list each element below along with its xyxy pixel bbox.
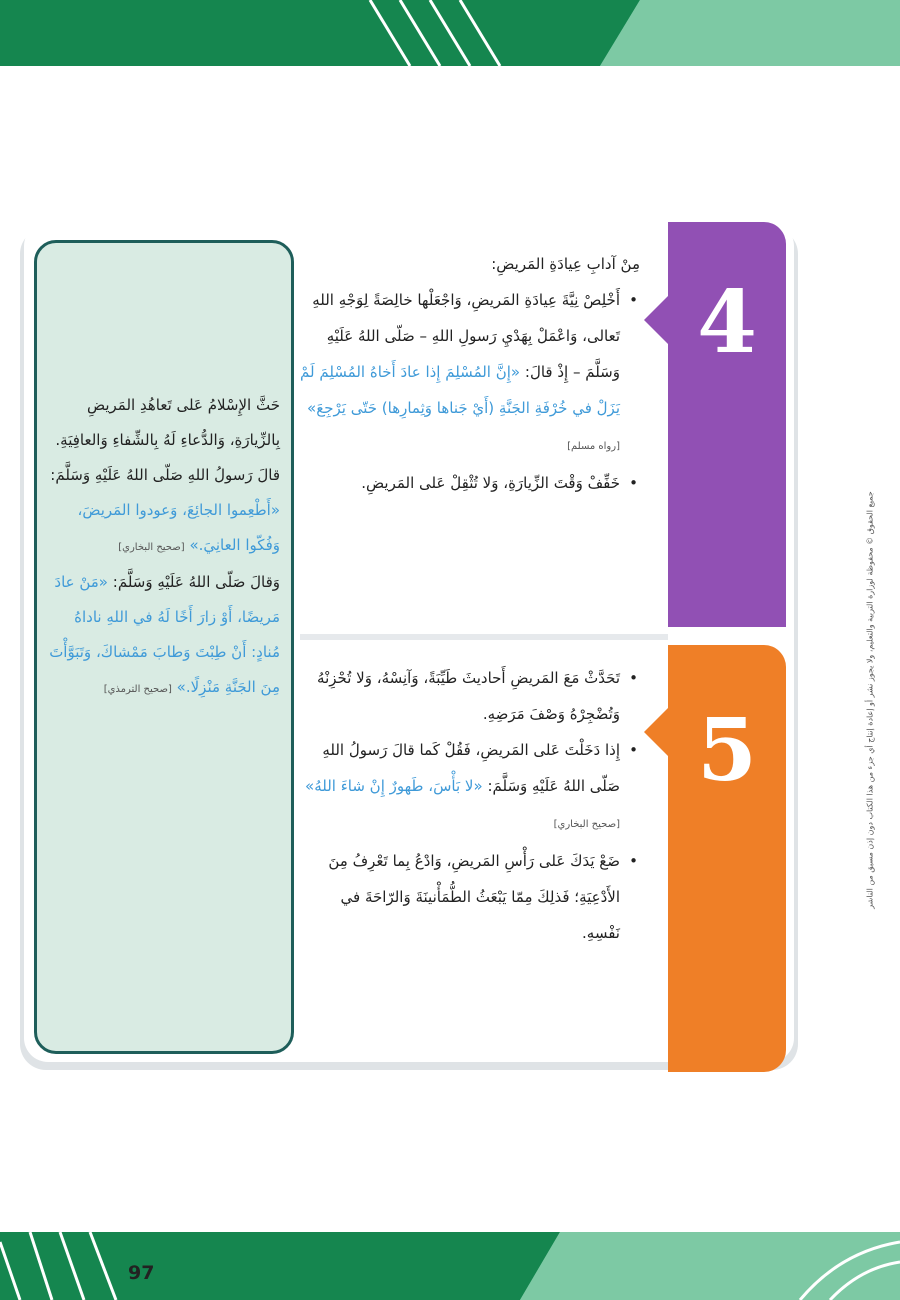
section-5-item-2-quote: «لا بَأْسَ، طَهورٌ إِنْ شاءَ اللهُ»	[305, 777, 483, 795]
section-5-item-1: • تَحَدَّثْ مَعَ المَريضِ أَحاديثَ طَيِّبَةً، وَآنِسْهُ، وَلا تُحْزِنْهُ وَتُضْجِرْهُ وَصْفَ مَرَضِهِ.	[300, 660, 640, 732]
sidebar-hadith-2	[48, 565, 280, 707]
section-4-list	[300, 282, 640, 501]
page-number: 97	[128, 1262, 155, 1284]
section-4-heading: مِنْ آدابِ عِيادَةِ المَريضِ:	[491, 255, 640, 273]
copyright-text: جميع الحقوق © محفوظة لوزارة التربية والتعليم، ولا يجوز نشر أو إعادة إنتاج أي جزء من هذا الكتاب دون إذن مسبق من الناشر	[865, 491, 875, 909]
sidebar-hadith-1-quote: «أَطْعِموا الجائِعَ، وَعودوا المَريضَ، وَفُكّوا العانِيَ.»	[77, 501, 280, 554]
section-5-arrow-icon	[644, 708, 668, 756]
header-band-graphic	[0, 0, 900, 66]
section-5-item-2	[300, 732, 640, 843]
section-4-body	[300, 246, 640, 501]
header-band	[0, 0, 900, 66]
section-5-item-2-text: إِذا دَخَلْتَ عَلى المَريضِ، فَقُلْ كَما قالَ رَسولُ اللهِ صَلّى اللهُ عَلَيْهِ وَسَلَّمَ:	[322, 741, 620, 795]
sidebar-hadith-2-quote: «مَنْ عادَ مَريضًا، أَوْ زارَ أَخًا لَهُ في اللهِ ناداهُ مُنادٍ: أَنْ طِبْتَ وَطابَ مَمْشاكَ، وَتَبَوَّأْتَ مِنَ الجَنَّةِ مَنْزِلًا.»	[49, 573, 280, 696]
section-4-tab	[668, 222, 786, 627]
section-divider	[300, 634, 668, 640]
sidebar-hadith-1-lead: قالَ رَسولُ اللهِ صَلّى اللهُ عَلَيْهِ وَسَلَّمَ:	[50, 466, 280, 484]
section-5-body	[300, 660, 640, 951]
section-4-item-1	[300, 282, 640, 465]
sidebar-hadith-1	[48, 458, 280, 565]
sidebar-hadith-2-ref: [صحيح الترمذي]	[103, 684, 172, 695]
section-5-tab	[668, 645, 786, 1072]
section-5-number: 5	[697, 700, 757, 801]
section-4-number: 4	[697, 272, 757, 373]
section-4-item-1-quote: «إِنَّ المُسْلِمَ إِذا عادَ أَخاهُ المُسْلِمَ لَمْ يَزَلْ في خُرْفَةِ الجَنَّةِ (أَيْ جَناها وَثِمارِها) حَتّى يَرْجِعَ»	[300, 363, 620, 417]
section-4-item-2: • خَفِّفْ وَقْتَ الزِّيارَةِ، وَلا تُثْقِلْ عَلى المَريضِ.	[300, 465, 640, 501]
sidebar-hadith-2-lead: وَقالَ صَلّى اللهُ عَلَيْهِ وَسَلَّمَ:	[112, 573, 280, 591]
sidebar-text	[48, 388, 280, 707]
section-4-item-1-ref: [رواه مسلم]	[567, 441, 620, 452]
section-5-item-3: • ضَعْ يَدَكَ عَلى رَأْسِ المَريضِ، وَادْعُ بِما تَعْرِفُ مِنَ الأَدْعِيَةِ؛ فَذلِكَ مِمّا يَبْعَثُ الطُّمَأْنينَةَ وَالرّاحَةَ في نَفْسِهِ.	[300, 843, 640, 951]
sidebar-hadith-1-ref: [صحيح البخاري]	[118, 542, 185, 553]
section-5-list	[300, 660, 640, 951]
section-4-arrow-icon	[644, 296, 668, 344]
sidebar-intro: حَثَّ الإِسْلامُ عَلى تَعاهُدِ المَريضِ بِالزِّيارَةِ، وَالدُّعاءِ لَهُ بِالشِّفاءِ وَالعافِيَةِ.	[55, 396, 280, 449]
section-4-item-1-text: أَخْلِصْ نِيَّةَ عِيادَةِ المَريضِ، وَاجْعَلْها خالِصَةً لِوَجْهِ اللهِ تَعالى، وَاعْمَلْ بِهَدْيِ رَسولِ اللهِ – صَلّى اللهُ عَلَيْهِ وَسَلَّمَ – إِذْ قالَ:	[312, 291, 620, 381]
copyright-note	[862, 300, 878, 1100]
section-5-item-2-ref: [صحيح البخاري]	[553, 819, 620, 830]
